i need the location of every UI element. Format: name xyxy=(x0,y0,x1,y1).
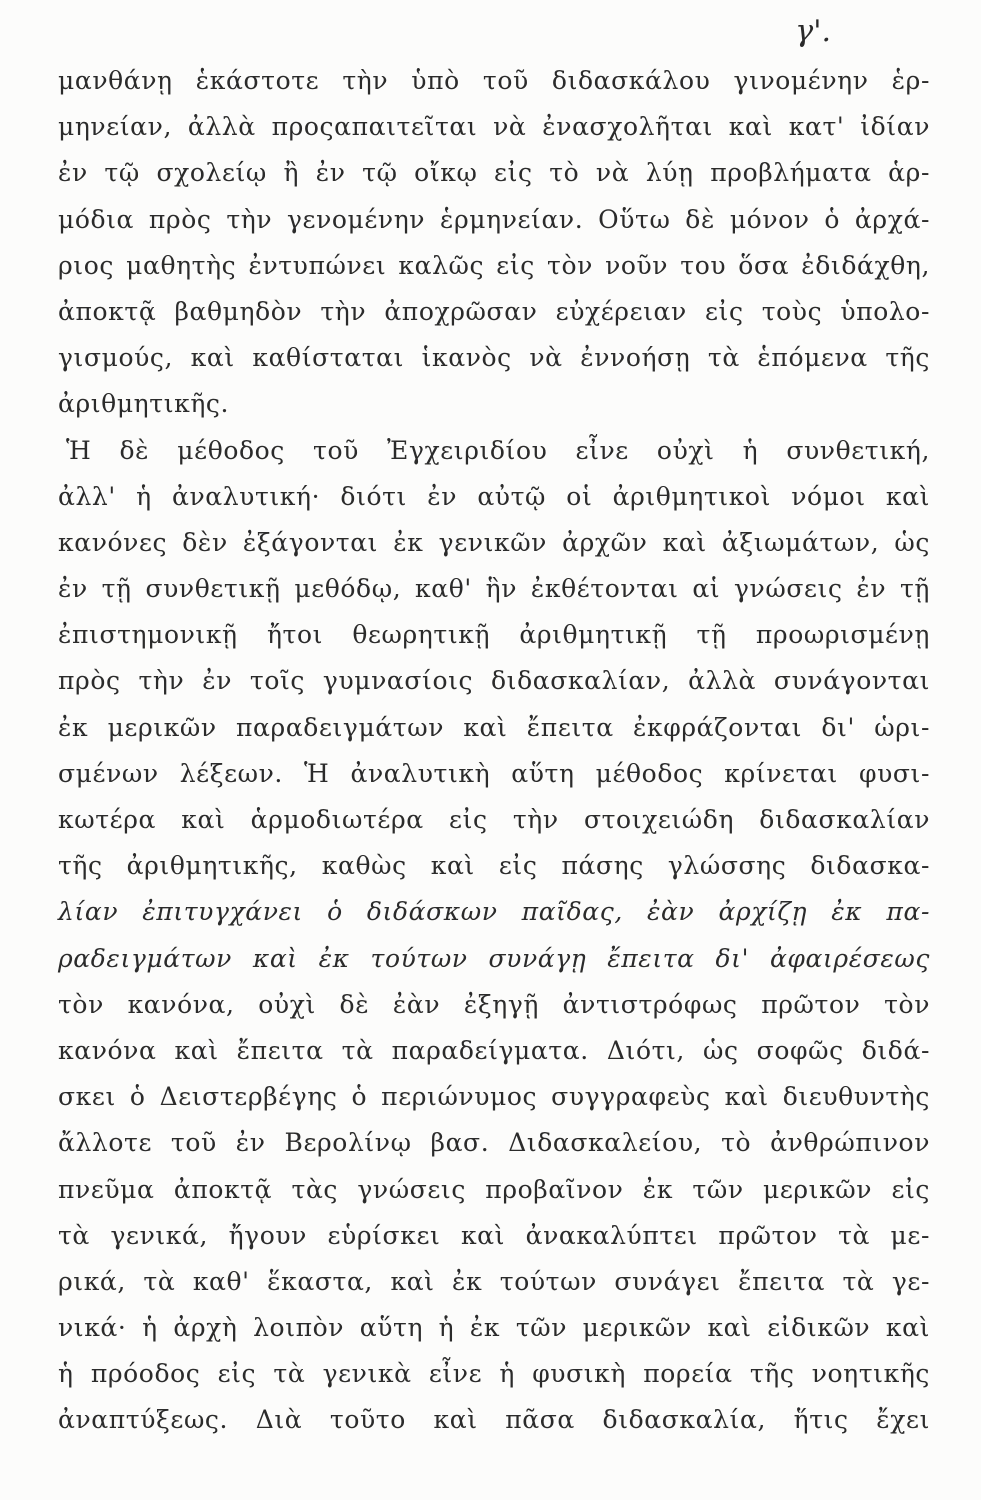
text-line: τὰ γενικά, ἤγουν εὑρίσκει καὶ ἀνακαλύπτει πρῶτον τὰ με- xyxy=(58,1220,930,1250)
text-line-italic: λίαν ἐπιτυγχάνει ὁ διδάσκων παῖδας, ἐὰν ἀρχίζῃ ἐκ πα- xyxy=(58,897,930,927)
text-line: πρὸς τὴν ἐν τοῖς γυμνασίοις διδασκαλίαν, ἀλλὰ συνάγονται xyxy=(58,666,930,696)
text-line-italic: ραδειγμάτων καὶ ἐκ τούτων συνάγῃ ἔπειτα δι' ἀφαιρέσεως xyxy=(58,943,930,973)
text-line: ριος μαθητὴς ἐντυπώνει καλῶς εἰς τὸν νοῦν του ὅσα ἐδιδάχθη, xyxy=(58,250,930,280)
text-line: τῆς ἀριθμητικῆς, καθὼς καὶ εἰς πάσης γλώσσης διδασκα- xyxy=(58,851,930,881)
text-line: σκει ὁ Δειστερβέγης ὁ περιώνυμος συγγραφεὺς καὶ διευθυντὴς xyxy=(58,1082,930,1112)
text-line: ἀναπτύξεως. Διὰ τοῦτο καὶ πᾶσα διδασκαλία, ἥτις ἔχει xyxy=(58,1405,930,1435)
text-line: τὸν κανόνα, οὐχὶ δὲ ἐὰν ἐξηγῇ ἀντιστρόφως πρῶτον τὸν xyxy=(58,989,930,1019)
text-line: γισμούς, καὶ καθίσταται ἱκανὸς νὰ ἐννοήσῃ τὰ ἑπόμενα τῆς xyxy=(58,343,930,373)
body-text xyxy=(58,58,930,1444)
text-line: ρικά, τὰ καθ' ἕκαστα, καὶ ἐκ τούτων συνάγει ἔπειτα τὰ γε- xyxy=(58,1266,930,1296)
text-line: νικά· ἡ ἀρχὴ λοιπὸν αὕτη ἡ ἐκ τῶν μερικῶν καὶ εἰδικῶν καὶ xyxy=(58,1313,930,1343)
text-line: ἐν τῷ σχολείῳ ἢ ἐν τῷ οἴκῳ εἰς τὸ νὰ λύῃ προβλήματα ἁρ- xyxy=(58,158,930,188)
text-line: πνεῦμα ἀποκτᾷ τὰς γνώσεις προβαῖνον ἐκ τῶν μερικῶν εἰς xyxy=(58,1174,930,1204)
page-number: γ'. xyxy=(795,14,831,49)
text-line: ἄλλοτε τοῦ ἐν Βερολίνῳ βασ. Διδασκαλείου, τὸ ἀνθρώπινον xyxy=(58,1128,930,1158)
text-line: ἀλλ' ἡ ἀναλυτική· διότι ἐν αὐτῷ οἱ ἀριθμητικοὶ νόμοι καὶ xyxy=(58,481,930,511)
text-line: μανθάνῃ ἑκάστοτε τὴν ὑπὸ τοῦ διδασκάλου γινομένην ἑρ- xyxy=(58,66,930,95)
text-line: ἀριθμητικῆς. xyxy=(58,389,230,419)
text-line: ἐπιστημονικῇ ἤτοι θεωρητικῇ ἀριθμητικῇ τῇ προωρισμένῃ xyxy=(58,620,930,650)
text-line: ἀποκτᾷ βαθμηδὸν τὴν ἀποχρῶσαν εὐχέρειαν εἰς τοὺς ὑπολο- xyxy=(58,296,930,326)
text-line: κωτέρα καὶ ἁρμοδιωτέρα εἰς τὴν στοιχειώδη διδασκαλίαν xyxy=(58,805,930,834)
text-line-paragraph-start: Ἡ δὲ μέθοδος τοῦ Ἐγχειριδίου εἶνε οὐχὶ ἡ συνθετική, xyxy=(66,435,930,465)
text-line: ἡ πρόοδος εἰς τὰ γενικὰ εἶνε ἡ φυσικὴ πορεία τῆς νοητικῆς xyxy=(58,1359,930,1389)
text-line: σμένων λέξεων. Ἡ ἀναλυτικὴ αὕτη μέθοδος κρίνεται φυσι- xyxy=(58,758,930,788)
text-line: ἐν τῇ συνθετικῇ μεθόδῳ, καθ' ἣν ἐκθέτονται αἱ γνώσεις ἐν τῇ xyxy=(58,574,930,604)
text-line: μόδια πρὸς τὴν γενομένην ἑρμηνείαν. Οὕτω δὲ μόνον ὁ ἀρχά- xyxy=(58,204,930,234)
text-line: μηνείαν, ἀλλὰ προςαπαιτεῖται νὰ ἐνασχολῆται καὶ κατ' ἰδίαν xyxy=(58,112,930,142)
text-line: ἐκ μερικῶν παραδειγμάτων καὶ ἔπειτα ἐκφράζονται δι' ὡρι- xyxy=(58,712,930,742)
text-line: κανόνες δὲν ἐξάγονται ἐκ γενικῶν ἀρχῶν καὶ ἀξιωμάτων, ὡς xyxy=(58,527,930,557)
text-line: κανόνα καὶ ἔπειτα τὰ παραδείγματα. Διότι, ὡς σοφῶς διδά- xyxy=(58,1035,930,1065)
